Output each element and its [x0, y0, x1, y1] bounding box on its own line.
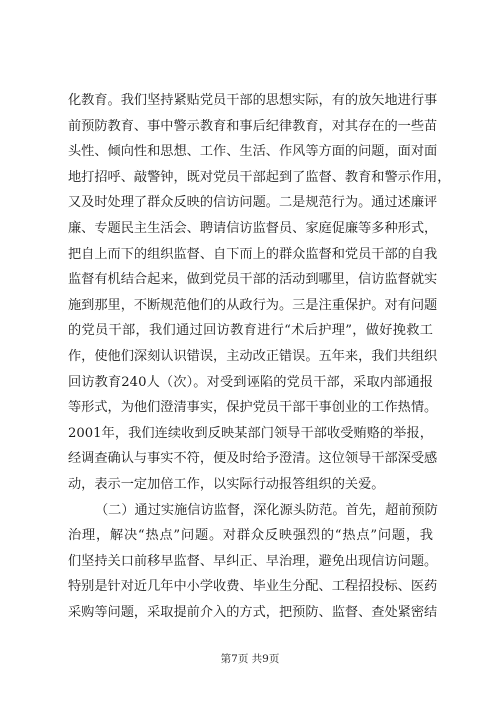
- text-line: 监督有机结合起来，做到党员干部的活动到哪里，信访监督就实: [68, 272, 438, 288]
- text-line: 治理，解决“热点”问题。对群众反映强烈的“热点”问题，我: [68, 528, 433, 544]
- text-line: 又及时处理了群众反映的信访问题。二是规范行为。通过述廉评: [68, 195, 438, 211]
- document-body: [68, 88, 451, 625]
- paragraph-2: [68, 498, 438, 626]
- text-line: （二）通过实施信访监督，深化源头防范。首先，超前预防: [95, 502, 438, 518]
- text-line: 2001年，我们连续收到反映某部门领导干部收受贿赂的举报，: [68, 425, 433, 441]
- text-line: 回访教育240人（次）。对受到诬陷的党员干部，采取内部通报: [68, 374, 433, 390]
- text-line: 特别是针对近几年中小学收费、毕业生分配、工程招投标、医药: [68, 579, 438, 595]
- text-line: 经调查确认与事实不符，便及时给予澄清。这位领导干部深受感: [68, 451, 438, 467]
- text-line: 采购等问题，采取提前介入的方式，把预防、监督、查处紧密结: [68, 604, 438, 620]
- text-line: 施到那里，不断规范他们的从政行为。三是注重保护。对有问题: [68, 297, 438, 313]
- text-line: 作，使他们深刻认识错误，主动改正错误。五年来，我们共组织: [68, 348, 438, 364]
- text-line: 地打招呼、敲警钟，既对党员干部起到了监督、教育和警示作用，: [68, 169, 451, 185]
- text-line: 廉、专题民主生活会、聘请信访监督员、家庭促廉等多种形式，: [68, 220, 438, 236]
- text-line: 化教育。我们坚持紧贴党员干部的思想实际，有的放矢地进行事: [68, 93, 438, 108]
- paragraph-1: [68, 88, 451, 498]
- text-line: 动，表示一定加倍工作，以实际行动报答组织的关爱。: [68, 476, 385, 492]
- page-number: 第7页 共9页: [220, 653, 280, 665]
- text-line: 等形式，为他们澄清事实，保护党员干部干事创业的工作热情。: [68, 400, 438, 416]
- text-line: 们坚持关口前移早监督、早纠正、早治理，避免出现信访问题。: [68, 553, 438, 569]
- text-line: 前预防教育、事中警示教育和事后纪律教育，对其存在的一些苗: [68, 118, 438, 134]
- text-line: 把自上而下的组织监督、自下而上的群众监督和党员干部的自我: [68, 246, 438, 262]
- text-line: 头性、倾向性和思想、工作、生活、作风等方面的问题，面对面: [68, 144, 438, 160]
- text-line: 的党员干部，我们通过回访教育进行“术后护理”，做好挽救工: [68, 323, 433, 339]
